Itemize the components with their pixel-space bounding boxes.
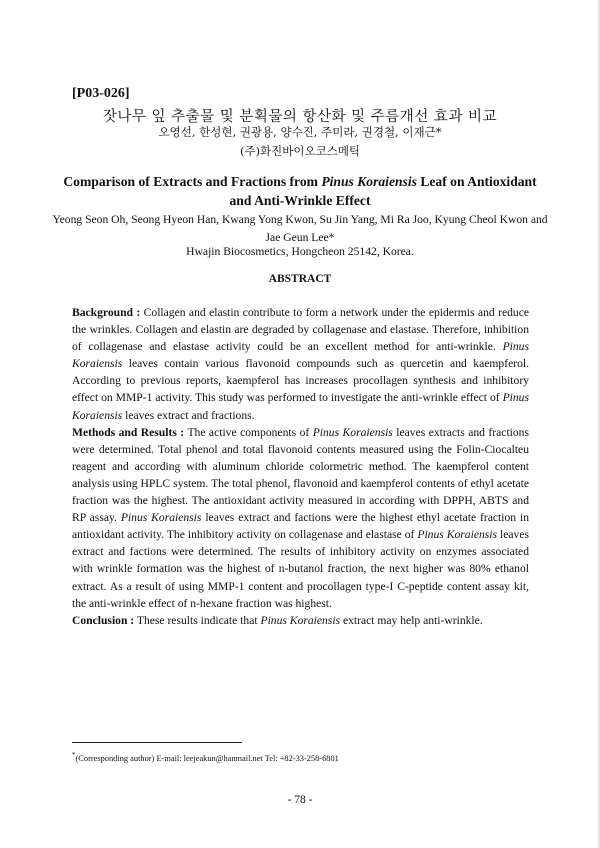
methods-text-2: leaves extracts and fractions were determined. Total phenol and total flavonoid contents measured using the Folin-Ciocalteu reagent and according with aluminum chloride colormetric method. The kaempferol content analysis using HPLC system. The total phenol, flavonoid and kaempferol contents of ethyl acetate fraction was the highest. The antioxidant activity measured in according with DPPH, ABTS and RP assay. — [72, 425, 529, 525]
methods-text-4: leaves extract and factions were determined. The results of inhibitory activity on enzymes associated with wrinkle formation was the highest of n-butanol fraction, the next higher was 80% ethanol extract. As a result of using MMP-1 content and procollagen type-I C-peptide content assay kit, the anti-wrinkle effect of n-hexane fraction was highest. — [72, 528, 529, 610]
background-text-3: leaves extract and fractions. — [122, 408, 255, 422]
methods-species-1: Pinus Koraiensis — [312, 425, 393, 439]
abstract-heading: ABSTRACT — [268, 273, 332, 285]
methods-species-3: Pinus Koraiensis — [417, 528, 498, 542]
conclusion-species-1: Pinus Koraiensis — [260, 613, 341, 627]
korean-authors: 오영선, 한성현, 권광용, 양수진, 주미라, 권경철, 이재근* — [158, 125, 442, 139]
background-label: Background : — [72, 306, 141, 319]
conclusion-text-2: extract may help anti-wrinkle. — [340, 613, 483, 627]
methods-text-3: leaves extract and factions were the highest ethyl acetate fraction in antioxidant activity. The inhibitory activity on collagenase and elastase of — [72, 511, 529, 542]
methods-paragraph — [72, 424, 529, 612]
background-text-2: leaves contain various flavonoid compounds such as quercetin and kaempferol. According to previous reports, kaempferol has increases procollagen synthesis and inhibitory effect on MMP-1 activity. This study was performed to investigate the anti-wrinkle effect of — [72, 357, 529, 405]
abstract-body — [72, 304, 529, 629]
methods-species-2: Pinus Koraiensis — [120, 511, 202, 525]
poster-code: [P03-026] — [72, 86, 130, 101]
footnote — [72, 751, 339, 763]
methods-label: Methods and Results : — [72, 425, 185, 439]
english-authors: Yeong Seon Oh, Seong Hyeon Han, Kwang Yong Kwon, Su Jin Yang, Mi Ra Joo, Kyung Cheol Kwon and Jae Geun Lee* — [52, 213, 548, 244]
methods-text-1: The active components of — [184, 425, 313, 439]
conclusion-text-1: These results indicate that — [134, 613, 261, 627]
background-species-1: Pinus Koraiensis — [72, 340, 529, 371]
footnote-text: (Corresponding author) E-mail: leejeakun@hanmail.net Tel: +82-33-258-6801 — [75, 753, 339, 763]
footnote-rule — [72, 742, 242, 743]
korean-title: 잣나무 잎 추출물 및 분획물의 항산화 및 주름개선 효과 비교 — [102, 109, 498, 125]
english-title — [60, 172, 540, 210]
korean-affiliation: (주)화진바이오코스메틱 — [239, 144, 361, 158]
background-text-1: Collagen and elastin contribute to form a network under the epidermis and reduce the wrinkles. Collagen and elastin are degraded by collagenase and elastase. Therefore, inhibition of collagenase and elastase activity could be an excellent method for anti-wrinkle. — [72, 306, 529, 354]
footnote-mark: * — [72, 751, 76, 759]
english-title-post: Leaf on Antioxidant and Anti-Wrinkle Effect — [229, 174, 537, 208]
conclusion-label: Conclusion : — [72, 613, 135, 627]
background-species-2: Pinus Koraiensis — [72, 391, 529, 422]
page-number: - 78 - — [287, 794, 313, 806]
english-title-species: Pinus Koraiensis — [321, 174, 417, 189]
background-paragraph — [72, 304, 529, 424]
english-title-pre: Comparison of Extracts and Fractions from — [63, 174, 322, 189]
english-affiliation: Hwajin Biocosmetics, Hongcheon 25142, Korea. — [186, 245, 414, 258]
conclusion-paragraph — [72, 612, 529, 629]
